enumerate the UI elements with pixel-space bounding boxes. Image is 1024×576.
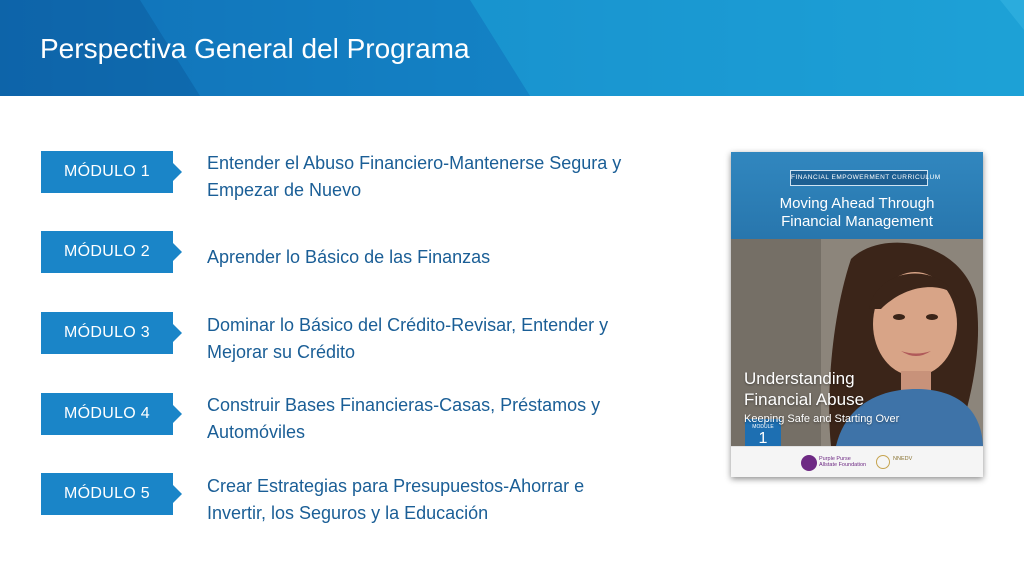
- module-5-line2: Invertir, los Seguros y la Educación: [207, 503, 489, 523]
- module-4-line2: Automóviles: [207, 422, 306, 442]
- module-3-label: MÓDULO 3: [64, 324, 150, 341]
- module-2-description: [207, 244, 677, 271]
- book-title-line1: Understanding: [744, 369, 855, 388]
- nnedv-logo-icon: [876, 455, 890, 469]
- purple-purse-logo-icon: [801, 455, 817, 471]
- logo1-line2: Allstate Foundation: [819, 462, 867, 468]
- module-1-label: MÓDULO 1: [64, 163, 150, 180]
- module-4-line1: Construir Bases Financieras-Casas, Préstamos y: [207, 395, 601, 415]
- module-5-line1: Crear Estrategias para Presupuestos-Ahorrar e: [207, 476, 585, 496]
- module-1-description: [207, 150, 677, 204]
- book-banner: FINANCIAL EMPOWERMENT CURRICULUM: [790, 170, 928, 186]
- book-subtitle: Keeping Safe and Starting Over: [744, 413, 900, 425]
- module-5-label: MÓDULO 5: [64, 485, 150, 502]
- logo1-text: [819, 456, 866, 468]
- module-4-description: [207, 392, 677, 446]
- logo1-line1: Purple Purse: [819, 456, 851, 462]
- page-title: Perspectiva General del Programa: [40, 33, 470, 64]
- logo2-line1: NNEDV: [893, 456, 913, 462]
- module-3-line1: Dominar lo Básico del Crédito-Revisar, Entender y: [207, 315, 609, 335]
- module-1-line2: Empezar de Nuevo: [207, 180, 362, 200]
- logo2-text: [893, 456, 912, 462]
- module-3-line2: Mejorar su Crédito: [207, 342, 356, 362]
- module-2-label: MÓDULO 2: [64, 243, 150, 260]
- module-3-tag: [41, 312, 173, 354]
- module-number: 1: [758, 430, 768, 446]
- book-cover: [731, 152, 983, 477]
- module-4-tag: [41, 393, 173, 435]
- book-title-line2: Financial Abuse: [744, 390, 865, 409]
- book-cover-header: [731, 152, 983, 239]
- module-3-description: [207, 312, 677, 366]
- module-1-tag: [41, 151, 173, 193]
- module-2-tag: [41, 231, 173, 273]
- book-series-title-line1: Moving Ahead Through: [779, 195, 935, 212]
- module-4-label: MÓDULO 4: [64, 405, 150, 422]
- module-word: MODULE: [752, 424, 774, 430]
- book-series-title-line2: Financial Management: [781, 213, 933, 230]
- module-1-line1: Entender el Abuso Financiero-Mantenerse Segura y: [207, 153, 622, 173]
- module-5-description: [207, 473, 677, 527]
- book-cover-footer: [731, 446, 983, 477]
- module-5-tag: [41, 473, 173, 515]
- header-banner: [0, 0, 1024, 96]
- module-2-line1: Aprender lo Básico de las Finanzas: [207, 247, 491, 267]
